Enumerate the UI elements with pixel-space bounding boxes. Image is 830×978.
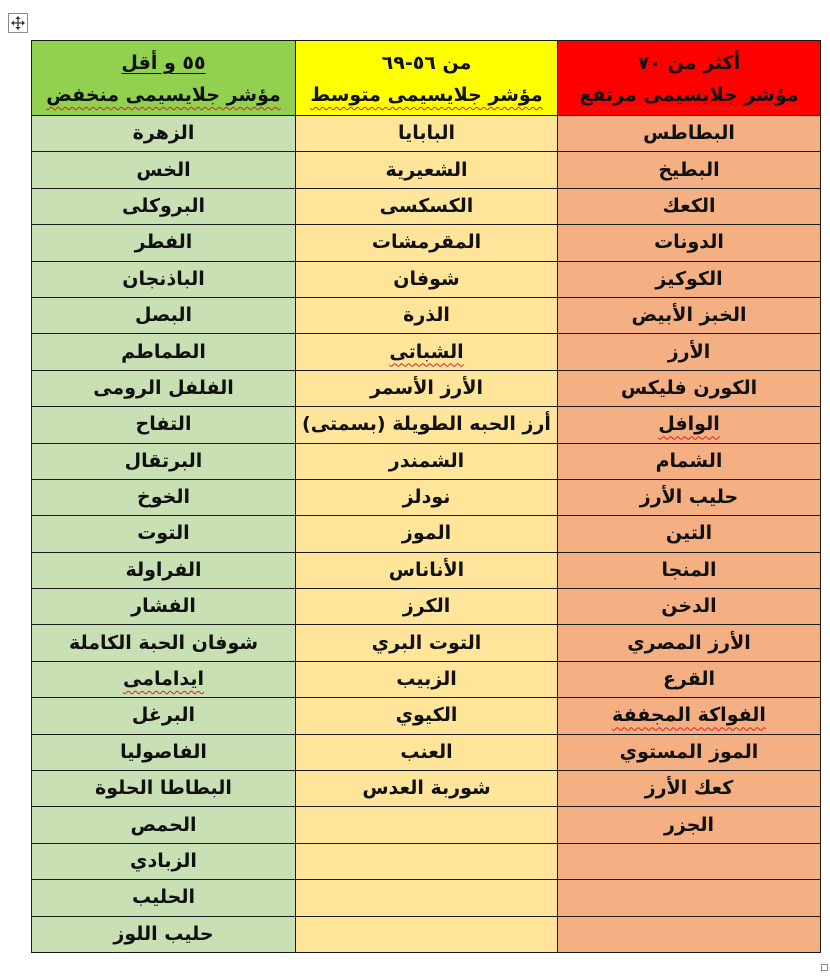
food-cell-low[interactable]: [32, 152, 296, 188]
table-row: [32, 370, 821, 406]
food-name: الخس: [136, 158, 191, 181]
table-row: [32, 297, 821, 333]
food-name: الأرز: [667, 340, 711, 363]
food-name: الطماطم: [121, 340, 206, 363]
table-row: [32, 443, 821, 479]
table-row: [32, 807, 821, 843]
food-cell-low[interactable]: [32, 661, 296, 697]
food-cell-high[interactable]: [558, 625, 821, 661]
food-name: البطاطا الحلوة: [95, 777, 232, 800]
header-low-gi[interactable]: [32, 41, 296, 116]
food-name: كعك الأرز: [644, 777, 734, 800]
food-name: البطاطس: [643, 122, 735, 145]
food-name: حليب اللوز: [113, 922, 214, 945]
food-name: البطيخ: [658, 158, 720, 181]
food-cell-high[interactable]: [558, 589, 821, 625]
food-name: حليب الأرز: [639, 486, 739, 509]
food-cell-high[interactable]: [558, 188, 821, 224]
food-cell-low[interactable]: [32, 698, 296, 734]
glycemic-index-table: [31, 40, 821, 953]
food-cell-medium[interactable]: [296, 698, 558, 734]
food-cell-high[interactable]: [558, 661, 821, 697]
table-row: [32, 225, 821, 261]
food-name: القرع: [662, 668, 716, 691]
food-cell-medium[interactable]: [296, 297, 558, 333]
food-cell-low[interactable]: [32, 516, 296, 552]
food-name: الزهرة: [132, 122, 195, 145]
food-cell-medium[interactable]: [296, 661, 558, 697]
food-name: الكسكسى: [379, 194, 474, 217]
food-cell-medium[interactable]: [296, 552, 558, 588]
food-name: الخوخ: [137, 486, 190, 509]
food-cell-high[interactable]: [558, 516, 821, 552]
table-row: [32, 152, 821, 188]
food-name: الشعيرية: [385, 158, 468, 181]
table-row: [32, 334, 821, 370]
food-cell-high[interactable]: [558, 479, 821, 515]
header-low-range: ٥٥ و أقل: [121, 52, 206, 74]
food-cell-medium[interactable]: [296, 589, 558, 625]
food-cell-low[interactable]: [32, 807, 296, 843]
food-name: أرز الحبه الطويلة (بسمتى): [302, 413, 551, 436]
table-row: [32, 771, 821, 807]
table-row: [32, 479, 821, 515]
food-cell-low[interactable]: [32, 443, 296, 479]
food-name: الزبادي: [130, 850, 197, 872]
food-name: التفاح: [135, 413, 192, 436]
header-high-range: أكثر من ٧٠: [637, 52, 741, 74]
food-cell-high[interactable]: [558, 443, 821, 479]
food-name: نودلز: [402, 486, 451, 509]
food-cell-low[interactable]: [32, 334, 296, 370]
table-move-handle[interactable]: [8, 13, 28, 33]
food-name: الحمص: [130, 813, 197, 836]
food-name: الفشار: [131, 595, 196, 618]
header-high-gi[interactable]: [558, 41, 821, 116]
food-name: الشمندر: [388, 449, 465, 472]
food-cell-high[interactable]: [558, 261, 821, 297]
food-cell-medium[interactable]: [296, 152, 558, 188]
food-cell-medium[interactable]: [296, 116, 558, 152]
food-cell-medium[interactable]: [296, 625, 558, 661]
food-name: البابايا: [397, 122, 456, 145]
move-arrows-icon: [11, 16, 25, 30]
table-row: [32, 698, 821, 734]
header-high-label: مؤشر جلايسيمى مرتفع: [579, 84, 799, 106]
food-cell-medium[interactable]: [296, 261, 558, 297]
food-name: الشمام: [655, 449, 723, 472]
food-cell-high[interactable]: [558, 370, 821, 406]
header-medium-label: مؤشر جلايسيمى متوسط: [310, 84, 543, 106]
food-cell-low[interactable]: [32, 116, 296, 152]
food-cell-low[interactable]: [32, 297, 296, 333]
food-name: العنب: [400, 740, 453, 763]
food-name: البروكلى: [121, 194, 206, 217]
food-cell-high[interactable]: [558, 334, 821, 370]
food-cell-high[interactable]: [558, 116, 821, 152]
food-cell-medium[interactable]: [296, 843, 558, 879]
food-cell-high[interactable]: [558, 916, 821, 952]
table-resize-handle[interactable]: [821, 964, 828, 971]
food-cell-high[interactable]: [558, 407, 821, 443]
food-name: المقرمشات: [371, 231, 482, 254]
food-name: البصل: [134, 304, 193, 327]
food-cell-medium[interactable]: [296, 225, 558, 261]
food-cell-low[interactable]: [32, 370, 296, 406]
food-name: التوت البري: [371, 631, 482, 654]
food-cell-low[interactable]: [32, 625, 296, 661]
food-cell-low[interactable]: [32, 771, 296, 807]
food-cell-high[interactable]: [558, 152, 821, 188]
table-row: [32, 552, 821, 588]
food-cell-low[interactable]: [32, 916, 296, 952]
food-name: ايدامامى: [122, 668, 205, 691]
food-name: الفواكة المجففة: [612, 704, 766, 727]
food-cell-medium[interactable]: [296, 734, 558, 770]
food-name: الفلفل الرومى: [93, 376, 234, 399]
header-row: [32, 41, 821, 116]
food-cell-medium[interactable]: [296, 516, 558, 552]
food-cell-medium[interactable]: [296, 479, 558, 515]
table-row: [32, 116, 821, 152]
table-row: [32, 734, 821, 770]
food-cell-medium[interactable]: [296, 880, 558, 916]
food-name: الكيوي: [395, 704, 458, 727]
food-cell-low[interactable]: [32, 552, 296, 588]
table-row: [32, 880, 821, 916]
food-name: الموز المستوي: [619, 740, 759, 763]
food-name: الكوكيز: [655, 267, 723, 290]
table-row: [32, 516, 821, 552]
food-cell-low[interactable]: [32, 843, 296, 879]
table-row: [32, 188, 821, 224]
food-cell-low[interactable]: [32, 407, 296, 443]
food-name: الزبيب: [396, 668, 457, 691]
food-cell-high[interactable]: [558, 552, 821, 588]
food-name: التوت: [137, 522, 190, 545]
food-cell-high[interactable]: [558, 807, 821, 843]
food-name: الدخن: [661, 595, 717, 618]
food-cell-low[interactable]: [32, 188, 296, 224]
food-name: الباذنجان: [122, 267, 205, 290]
table-row: [32, 407, 821, 443]
food-cell-low[interactable]: [32, 734, 296, 770]
header-medium-range: من ٥٦-٦٩: [381, 52, 472, 74]
food-name: شوفان: [393, 267, 460, 290]
header-medium-gi[interactable]: [296, 41, 558, 116]
food-name: الأناناس: [388, 558, 465, 581]
food-cell-medium[interactable]: [296, 188, 558, 224]
food-name: شوربة العدس: [362, 777, 491, 800]
food-cell-low[interactable]: [32, 261, 296, 297]
food-cell-high[interactable]: [558, 734, 821, 770]
food-name: الفاصوليا: [120, 740, 207, 763]
table-row: [32, 843, 821, 879]
food-name: البرتقال: [124, 449, 203, 472]
food-name: الفراولة: [125, 558, 202, 581]
food-name: الوافل: [658, 413, 720, 436]
food-name: الشباتى: [389, 340, 464, 363]
food-name: الكرز: [402, 595, 451, 618]
food-name: الأرز الأسمر: [369, 376, 484, 399]
food-name: الموز: [401, 522, 452, 545]
header-low-label: مؤشر جلايسيمى منخفض: [46, 84, 281, 106]
food-cell-medium[interactable]: [296, 771, 558, 807]
food-name: الجزر: [663, 813, 715, 836]
food-cell-medium[interactable]: [296, 407, 558, 443]
food-name: الأرز المصري: [627, 631, 751, 654]
food-cell-high[interactable]: [558, 698, 821, 734]
food-name: الذرة: [403, 304, 450, 327]
food-name: شوفان الحبة الكاملة: [68, 631, 259, 654]
food-name: البرغل: [131, 704, 196, 727]
table-row: [32, 261, 821, 297]
food-name: الحليب: [132, 886, 195, 909]
food-cell-low[interactable]: [32, 225, 296, 261]
table-row: [32, 625, 821, 661]
food-cell-medium[interactable]: [296, 334, 558, 370]
food-name: الفطر: [134, 231, 193, 254]
food-name: الكعك: [662, 194, 716, 217]
food-cell-high[interactable]: [558, 225, 821, 261]
food-cell-high[interactable]: [558, 843, 821, 879]
food-cell-high[interactable]: [558, 771, 821, 807]
food-cell-low[interactable]: [32, 589, 296, 625]
food-cell-high[interactable]: [558, 880, 821, 916]
table-row: [32, 916, 821, 952]
table-row: [32, 661, 821, 697]
food-name: الكورن فليكس: [620, 376, 758, 399]
food-name: الخبز الأبيض: [631, 304, 747, 327]
food-name: التين: [665, 522, 713, 545]
food-cell-medium[interactable]: [296, 807, 558, 843]
food-cell-high[interactable]: [558, 297, 821, 333]
food-cell-medium[interactable]: [296, 443, 558, 479]
food-cell-low[interactable]: [32, 880, 296, 916]
food-cell-low[interactable]: [32, 479, 296, 515]
table-row: [32, 589, 821, 625]
food-name: الدونات: [654, 231, 724, 254]
food-name: المنجا: [661, 558, 717, 581]
food-cell-medium[interactable]: [296, 916, 558, 952]
food-cell-medium[interactable]: [296, 370, 558, 406]
